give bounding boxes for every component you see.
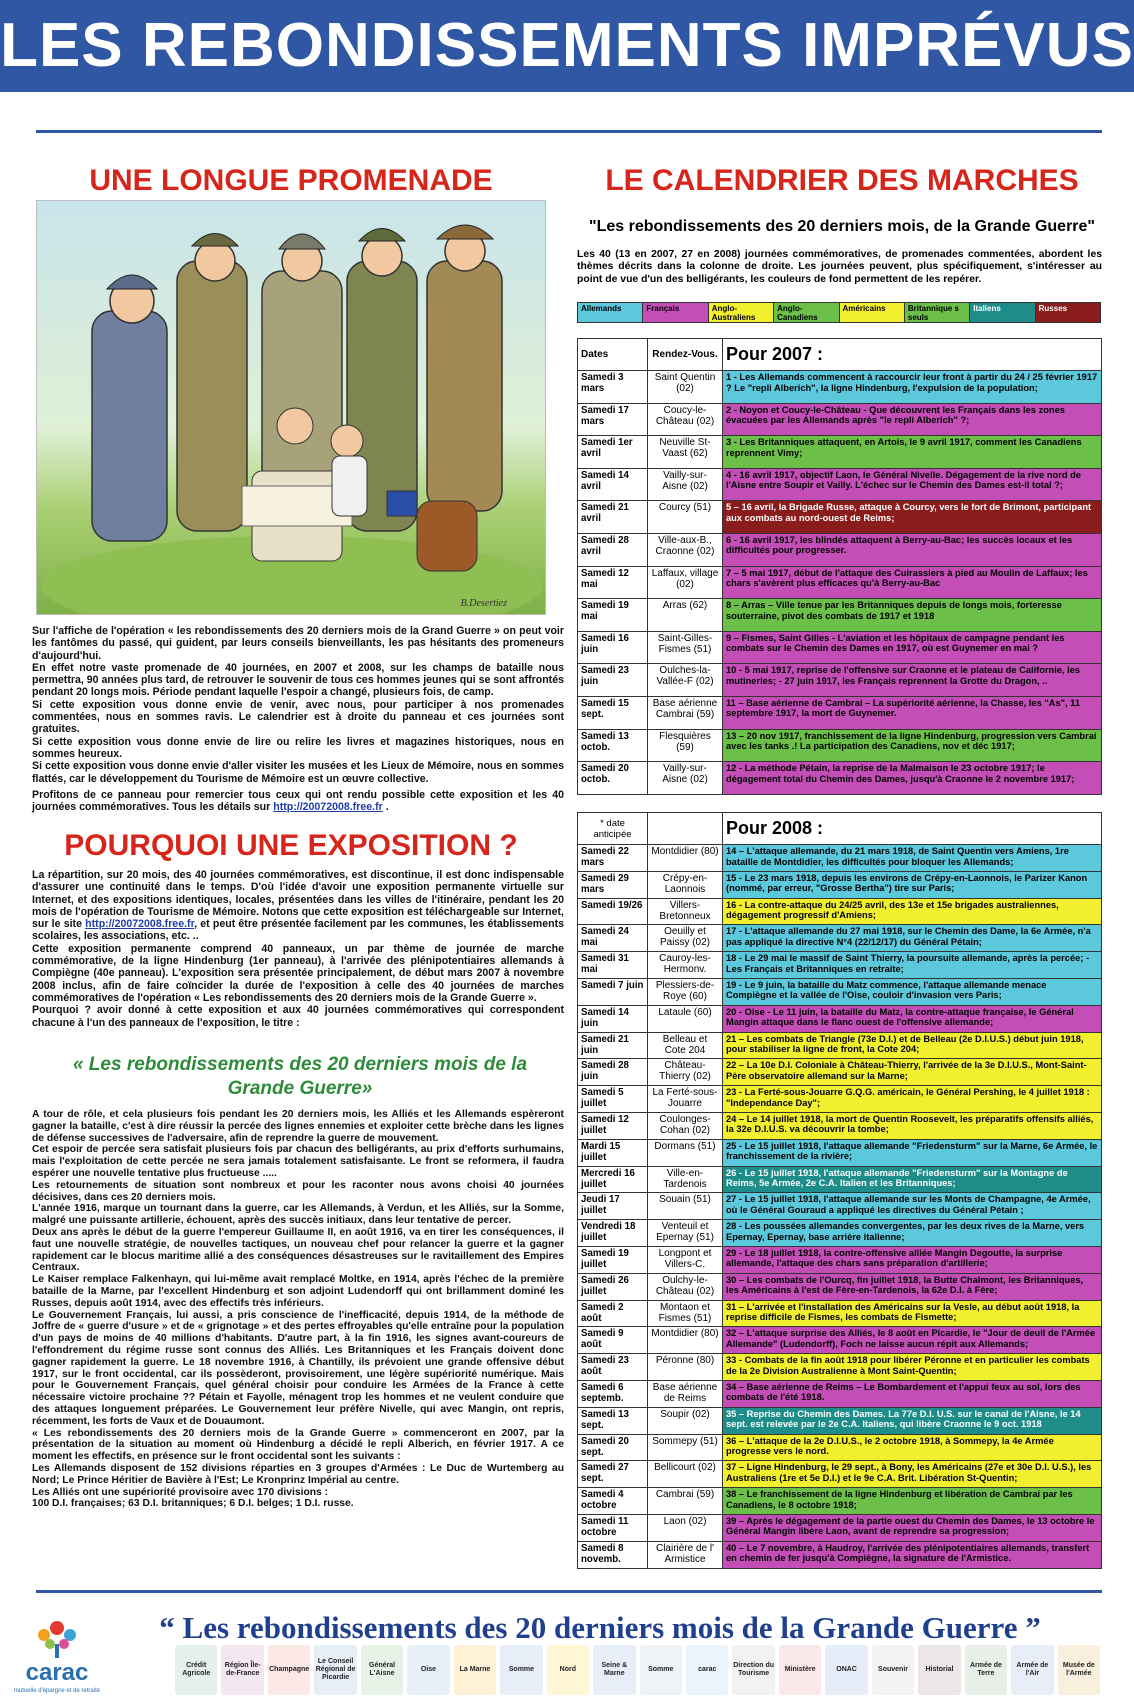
sponsor-logo: Crédit Agricole [175,1645,217,1695]
event-date: Samedi 1er avril [578,436,648,469]
legend-item: Allemands [578,303,643,322]
top-divider [36,130,1102,133]
event-description: 30 – Les combats de l'Ourcq, fin juillet 1918, la Butte Chalmont, les Britanniques, les Américains à l'est de Fère-en-Tardenois, la 62e D.I. à Fère; [723,1273,1102,1300]
calendar-2008-table [577,812,1102,1569]
promenade-text [32,625,564,813]
legend-item: Anglo-Australiens [709,303,774,322]
history-paragraph: Le Gouvernement Français, lui aussi, a pris conscience de l'inefficacité, depuis 1914, de la méthode de Joffre de « guerre d'usure » et de « grignotage » et des pertes effroyables qu'elle entraîne pour la population d'un pays de moins de 40 millions d'habitants. D'autre part, à la fin 1916, les signes avant-coureurs de l'effondrement du régime russe sont connus des Alliés. Les Britanniques et les Français doivent donc gagner rapidement la guerre. Le 18 novembre 1916, à Chantilly, ils prévoient une grande offensive début 1917, sur le front occidental, car ils possèderont, provisoirement, une légère supériorité numérique. Mais pour le Gouvernement Français, quel général choisir pour conduire les Armées de la France à cette nécessaire victoire prochaine ?? Pétain et Fayolle, ménagent trop les hommes et ne veulent conduire que des attaques longuement préparées. Le Gouvernement leur préfère Nivelle, qui avec Mangin, ont repris, récemment, les forts de Vaux et de Douaumont. [32,1309,564,1427]
event-description: 20 - Oise - Le 11 juin, la bataille du Matz, la contre-attaque française, le Général Mangin attaque dans le flanc ouest de l'offensive allemande; [723,1005,1102,1032]
history-paragraph: L'année 1916, marque un tournant dans la guerre, car les Allemands, à Verdun, et les Alliés, sur la Somme, malgré une puissante artillerie, échouent, après des succès initiaux, dans leur tentative de percer. [32,1203,564,1227]
calendar-row [578,566,1102,599]
calendar-row [578,1193,1102,1220]
event-description: 34 – Base aérienne de Reims – Le Bombardement et l'appui feux au sol, lors des combats de l'été 1918. [723,1380,1102,1407]
history-paragraph: 100 D.I. françaises; 63 D.I. britanniques; 6 D.I. belges; 1 D.I. russe. [32,1498,354,1510]
event-description: 21 – Les combats de Triangle (73e D.I.) et de Belleau (2e D.I.U.S.) début juin 1918, pour stabiliser la ligne de front, la Cote 204; [723,1032,1102,1059]
calendar-row [578,1354,1102,1381]
year-2007-heading: Pour 2007 : [723,339,1102,371]
event-place: Coucy-le-Château (02) [648,403,723,436]
event-description: 27 - Le 15 juillet 1918, l'attaque allemande sur les Monts de Champagne, 4e Armée, où le Général Gouraud a appliqué les directives du Général Pétain ; [723,1193,1102,1220]
event-description: 8 – Arras – Ville tenue par les Britanniques depuis de longs mois, forteresse souterraine, pivot des combats de 1917 et 1918 [723,599,1102,632]
rdv-header: Rendez-Vous. [648,339,723,371]
calendar-row [578,925,1102,952]
event-description: 19 - Le 9 juin, la bataille du Matz commence, l'attaque allemande menace Compiègne et la vallée de l'Oise, couloir d'invasion vers Paris; [723,978,1102,1005]
event-place: Coulonges-Cohan (02) [648,1112,723,1139]
legend-item: Britannique s seuls [905,303,970,322]
event-date: Samedi 3 mars [578,371,648,404]
exposition-quote: « Les rebondissements des 20 derniers mois de la Grande Guerre» [72,1054,528,1099]
event-description: 25 - Le 15 juillet 1918, l'attaque allemande "Friedensturm" sur la Marne, 6e Armée, le franchissement de la rivière; [723,1139,1102,1166]
calendar-row [578,664,1102,697]
soldiers-drawing [37,201,546,615]
event-place: Lataule (60) [648,1005,723,1032]
sponsor-logo: Souvenir [872,1645,914,1695]
year-2008-heading: Pour 2008 : [723,813,1102,845]
event-place: Neuville St-Vaast (62) [648,436,723,469]
event-date: Samedi 20 sept. [578,1434,648,1461]
promenade-paragraph: Si cette exposition vous donne envie de venir, avec nous, pour participer à nos promenades commentées, nous en sommes ravis. Le calendrier est à droite du panneau et ces journées sont gratuites. [32,698,564,736]
exposition-paragraph: Cette exposition permanente comprend 40 panneaux, un par thème de journée de marche commémorative, de la ligne Hindenburg (1er panneau), à l'arrivée des plénipotentiaires allemands à Compiègne (40e panneau). L'exposition sera présentée principalement, de début mars 2007 à novembre 2008 inclus, afin de faire coïncider la durée de l'exposition à celle des 40 journées de marches commémoratives de l'opération « Les rebondissements des 20 derniers mois de la Grande Guerre ». [32,942,564,1004]
legend-item: Italiens [970,303,1035,322]
sponsor-logo: Oise [407,1645,449,1695]
illustration-soldiers [36,200,546,615]
event-place: Oeuilly et Paissy (02) [648,925,723,952]
calendar-row [578,1086,1102,1113]
carac-tree-icon [12,1610,102,1700]
calendar-row [578,1380,1102,1407]
calendar-intro: Les 40 (13 en 2007, 27 en 2008) journées commémoratives, de promenades commentées, abordent les thèmes décrits dans la colonne de droite. Les journées peuvent, plus spécifiquement, s'intéresser au point de vue d'un des belligérants, les couleurs de fond permettent de les repérer. [577,249,1102,285]
event-place: Belleau et Cote 204 [648,1032,723,1059]
calendar-row [578,1273,1102,1300]
event-date: Samedi 5 juillet [578,1086,648,1113]
event-place: Montaon et Fismes (51) [648,1300,723,1327]
event-date: Samedi 14 juin [578,1005,648,1032]
event-date: Samedi 21 avril [578,501,648,534]
calendar-row [578,533,1102,566]
promenade-paragraph: Si cette exposition vous donne envie de lire ou relire les livres et magazines historiques, nous en sommes heureux. [32,735,564,760]
calendar-row [578,631,1102,664]
history-paragraph: Les retournements de situation sont nombreux et pour les raconter nous avons choisi 40 journées décisives, dans ces 20 derniers mois. [32,1179,564,1203]
history-paragraph: Le Kaiser remplace Falkenhayn, qui lui-même avait remplacé Moltke, en 1914, après l'échec de la première bataille de la Marne, par l'excellent Hindenburg et son adjoint Ludendorff qui ont brillamment dominé les Russes, depuis août 1914, avec des effectifs très inférieurs. [32,1274,564,1309]
event-place: Montdidier (80) [648,845,723,872]
dates-header: Dates [578,339,648,371]
event-place: Plessiers-de-Roye (60) [648,978,723,1005]
event-description: 28 - Les poussées allemandes convergentes, par les deux rives de la Marne, vers Epernay, Epernay, base arrière italienne; [723,1220,1102,1247]
thanks-text: Profitons de ce panneau pour remercier tous ceux qui ont rendu possible cette exposition et les 40 journées commémoratives. Tous les détails sur [32,788,564,814]
exposition-title: POURQUOI UNE EXPOSITION ? [64,829,518,862]
event-date: Samedi 11 octobre [578,1514,648,1541]
event-description: 3 - Les Britanniques attaquent, en Artois, le 9 avril 1917, comment les Canadiens reprennent Vimy; [723,436,1102,469]
event-date: Samedi 31 mai [578,952,648,979]
sponsor-logo: Armée de l'Air [1011,1645,1053,1695]
event-place: Venteuil et Epernay (51) [648,1220,723,1247]
event-place: Longpont et Villers-C. [648,1246,723,1273]
sponsor-logo: Musée de l'Armée [1058,1645,1100,1695]
history-paragraph: Cet espoir de percée sera satisfait plusieurs fois par chacun des belligérants, au prix d'efforts surhumains, mais l'exploitation de cette percée ne sera jamais totalement satisfaisante. Le front se reformera, il faudra espérer une nouvelle tentative plus fructueuse ..... [32,1144,564,1179]
promenade-thanks: Profitons de ce panneau pour remercier tous ceux qui ont rendu possible cette exposition et les 40 journées commémoratives. Tous les détails sur http://20072008.free.fr . [32,788,564,814]
event-date: Samedi 19 mai [578,599,648,632]
event-date: Samedi 19 juillet [578,1246,648,1273]
promenade-paragraph: Sur l'affiche de l'opération « les rebondissements des 20 derniers mois de la Grand Guerre » on peut voir les fantômes du passé, qui guident, par leurs conseils bienveillants, les pas hésitants des promeneurs d'aujourd'hui. [32,625,564,662]
carac-name: carac [25,1659,89,1686]
event-description: 32 – L'attaque surprise des Alliés, le 8 août en Picardie, le "Jour de deuil de l'Armée Allemande" (Ludendorff), Foch ne laisse aucun répit aux Allemands; [723,1327,1102,1354]
event-description: 15 - Le 23 mars 1918, depuis les environs de Crépy-en-Laonnois, le Parizer Kanon (nommé, par erreur, "Grosse Bertha") tire sur Paris; [723,871,1102,898]
event-place: Vailly-sur-Aisne (02) [648,762,723,795]
sponsor-logo: Champagne [268,1645,310,1695]
calendar-row [578,1032,1102,1059]
event-place: Base aérienne de Reims [648,1380,723,1407]
calendar-row [578,501,1102,534]
event-description: 6 - 16 avril 1917, les blindés attaquent à Berry-au-Bac; les succès locaux et les difficultés pour progresser. [723,533,1102,566]
calendar-subtitle: "Les rebondissements des 20 derniers mois, de la Grande Guerre" [588,218,1096,235]
exposition-text-a: La répartition, sur 20 mois, des 40 journées commémoratives, est discontinue, il est donc indispensable d'assurer une continuité dans le temps. D'où l'idée d'avoir une exposition permanente virtuelle sur Internet, et des expositions identiques, locales, présentées dans les villes de l'itinéraire, pendant les 20 mois de l'opération de Tourisme de Mémoire. Notons que cette exposition est téléchargeable sur Internet, sur le site [32,869,564,931]
event-place: Flesquières (59) [648,729,723,762]
event-date: Samedi 24 mai [578,925,648,952]
event-place: Villers-Bretonneux [648,898,723,925]
calendar-row [578,1139,1102,1166]
calendar-2007-table [577,338,1102,795]
sponsor-logo: Direction du Tourisme [732,1645,774,1695]
illustration-signature: B.Desertiez [460,598,507,609]
event-place: Dormans (51) [648,1139,723,1166]
event-place: Ville-aux-B., Craonne (02) [648,533,723,566]
event-description: 1 - Les Allemands commencent à raccourcir leur front à partir du 24 / 25 février 1917 ? Le "repli Alberich", la ligne Hindenburg, l'expulsion de la population; [723,371,1102,404]
event-date: Samedi 22 mars [578,845,648,872]
event-description: 22 – La 10e D.I. Coloniale à Château-Thierry, l'arrivée de la 3e D.I.U.S., Mont-Saint-Père observatoire allemand sur la Marne; [723,1059,1102,1086]
event-date: Samedi 28 juin [578,1059,648,1086]
carac-tagline: mutuelle d'épargne et de retraite [13,1688,101,1694]
legend-item: Anglo-Canadiens [774,303,839,322]
event-place: Oulches-la-Vallée-F (02) [648,664,723,697]
history-paragraph: Les Alliés ont une supériorité provisoire avec 170 divisions : [32,1486,329,1498]
sponsor-logo: Région Île-de-France [221,1645,263,1695]
event-date: Samedi 12 juillet [578,1112,648,1139]
history-paragraph: « Les rebondissements des 20 derniers mois de la Grande Guerre » commenceront en 2007, par la présentation de la situation au moment où Hindenburg a décidé le repli Alberich, en février 1917. A ce moment les effectifs, en présence sur le front occidental sont les suivants : [32,1427,564,1463]
event-place: Vailly-sur-Aisne (02) [648,468,723,501]
event-place: Montdidier (80) [648,1327,723,1354]
event-description: 26 - Le 15 juillet 1918, l'attaque allemande "Friedensturm" sur la Montagne de Reims, 5e Armée, 2e C.A. Italien et les Britanniques; [723,1166,1102,1193]
event-description: 38 – Le franchissement de la ligne Hindenburg et libération de Cambrai par les Canadiens, le 8 octobre 1918; [723,1488,1102,1515]
event-place: Souain (51) [648,1193,723,1220]
event-description: 13 – 20 nov 1917, franchissement de la ligne Hindenburg, progression vers Cambrai avec les tanks .! La participation des Canadiens, nov et déc 1917; [723,729,1102,762]
event-description: 29 - Le 18 juillet 1918, la contre-offensive alliée Mangin Degoutte, la surprise allemande, l'attaque des chars sans préparation d'artillerie; [723,1246,1102,1273]
event-date: Samedi 4 octobre [578,1488,648,1515]
calendar-title: LE CALENDRIER DES MARCHES [605,164,1079,197]
sponsor-logo: Nord [547,1645,589,1695]
event-place: La Ferté-sous-Jouarre [648,1086,723,1113]
event-description: 14 – L'attaque allemande, du 21 mars 1918, de Saint Quentin vers Amiens, 1re bataille de Montdidier, les difficultés pour bloquer les Allemands; [723,845,1102,872]
calendar-row [578,845,1102,872]
calendar-row [578,468,1102,501]
sponsor-logo: Seine & Marne [593,1645,635,1695]
event-description: 18 - Le 29 mai le massif de Saint Thierry, la poursuite allemande, après la percée; - Les Français et Britanniques en retraite; [723,952,1102,979]
event-place: Arras (62) [648,599,723,632]
promenade-title: UNE LONGUE PROMENADE [89,164,493,197]
event-date: Mercredi 16 juillet [578,1166,648,1193]
calendar-row [578,1005,1102,1032]
event-date: Samedi 8 novemb. [578,1541,648,1568]
sponsor-logo: Somme [640,1645,682,1695]
event-date: Vendredi 18 juillet [578,1220,648,1247]
event-date: Samedi 20 octob. [578,762,648,795]
calendar-row [578,1166,1102,1193]
history-paragraph: Deux ans après le début de la guerre l'empereur Guillaume II, en août 1916, va en tirer les conséquences, il faut une nouvelle stratégie, de nouvelles tactiques, un nouveau chef pour relancer la guerre et la gagner rapidement car le blocus maritime allié a des conséquences désastreuses sur le ravitaillement des Empires Centraux. [32,1226,564,1274]
sponsor-logo: Armée de Terre [965,1645,1007,1695]
calendar-row [578,898,1102,925]
event-description: 9 – Fismes, Saint Gilles - L'aviation et les hôpitaux de campagne pendant les combats sur le Chemin des Dames en 1917, où est Guynemer en mai ? [723,631,1102,664]
sponsor-logo: Historial [918,1645,960,1695]
promenade-paragraph: En effet notre vaste promenade de 40 journées, en 2007 et 2008, sur les champs de bataille nous permettra, 90 années plus tard, de retrouver le souvenir de tous ces hommes jeunes qui se sont affrontés pendant 20 longs mois. Période pendant laquelle l'espoir a changé, plusieurs fois, de camp. [32,661,564,699]
event-place: Laon (02) [648,1514,723,1541]
calendar-row [578,1327,1102,1354]
sponsor-logos [175,1642,1100,1698]
event-date: Samedi 13 sept. [578,1407,648,1434]
event-description: 33 - Combats de la fin août 1918 pour libérer Péronne et en particulier les combats de la 2e Division Australienne à Mont Saint-Quentin; [723,1354,1102,1381]
event-description: 24 – Le 14 juillet 1918, la mort de Quentin Roosevelt, les préparatifs offensifs alliés, la 32e D.I.U.S. va découvrir la tombe; [723,1112,1102,1139]
event-date: Samedi 17 mars [578,403,648,436]
event-date: Samedi 23 août [578,1354,648,1381]
event-date: Samedi 26 juillet [578,1273,648,1300]
event-place: Sommepy (51) [648,1434,723,1461]
carac-logo [12,1610,102,1700]
sponsor-logo: Le Conseil Régional de Picardie [314,1645,356,1695]
event-place: Clairière de l' Armistice [648,1541,723,1568]
calendar-row [578,952,1102,979]
event-date: Samedi 23 juin [578,664,648,697]
event-date: Samedi 19/26 [578,898,648,925]
event-place: Saint-Gilles-Fismes (51) [648,631,723,664]
sponsor-logo: Somme [500,1645,542,1695]
exposition-paragraph [32,869,564,943]
event-description: 37 – Ligne Hindenburg, le 29 sept., à Bony, les Américains (27e et 30e D.I. U.S.), les Australiens (1re et 5e D.I.) et le 9e C.A. Brit. Libération St-Quentin; [723,1461,1102,1488]
event-date: Jeudi 17 juillet [578,1193,648,1220]
event-date: Samedi 16 juin [578,631,648,664]
event-description: 31 – L'arrivée et l'installation des Américains sur la Vesle, au début août 1918, la reprise difficile de Fismes, les combats de Fismette; [723,1300,1102,1327]
calendar-row [578,1514,1102,1541]
event-place: Château-Thierry (02) [648,1059,723,1086]
history-paragraph: A tour de rôle, et cela plusieurs fois pendant les 20 derniers mois, les Alliés et les Allemands espèreront gagner la bataille, c'est à dire réussir la percée des lignes ennemies et exploiter cette brèche dans les lignes de défense successives de l'adversaire, afin de reprendre la guerre de mouvement. [32,1109,564,1144]
history-paragraph: Les Allemands disposent de 152 divisions réparties en 3 groupes d'Armées : Le Duc de Wurtemberg au Nord; Le Prince Héritier de Bavière à l'Est; Le Kronprinz Impérial au centre. [32,1462,564,1486]
event-description: 10 - 5 mai 1917, reprise de l'offensive sur Craonne et le plateau de Californie, les mutineries; - 27 juin 1917, les Français reprennent la Grotte du Dragon, .. [723,664,1102,697]
exposition-paragraph: Pourquoi ? avoir donné à cette exposition et aux 40 journées commémoratives qui correspondent chacune à l'un des panneaux de l'exposition, le titre : [32,1004,564,1029]
calendar-row [578,436,1102,469]
event-date: Samedi 13 octob. [578,729,648,762]
event-description: 16 - La contre-attaque du 24/25 avril, des 13e et 15e brigades australiennes, dégagement progressif d'Amiens; [723,898,1102,925]
event-date: Samedi 2 août [578,1300,648,1327]
calendar-row [578,1300,1102,1327]
event-date: Mardi 15 juillet [578,1139,648,1166]
calendar-row [578,762,1102,795]
footer-quote: “ Les rebondissements des 20 derniers mois de la Grande Guerre ” [159,1610,1041,1645]
rdv-header-2008 [648,813,723,845]
event-date: Samedi 27 sept. [578,1461,648,1488]
event-place: Laffaux, village (02) [648,566,723,599]
poster-title: LES REBONDISSEMENTS IMPRÉVUS [0,11,1134,80]
sponsor-logo: carac [686,1645,728,1695]
event-date: Samedi 9 août [578,1327,648,1354]
calendar-row [578,978,1102,1005]
calendar-row [578,1541,1102,1568]
event-place: Bellicourt (02) [648,1461,723,1488]
event-date: Samedi 15 sept. [578,696,648,729]
calendar-row [578,696,1102,729]
calendar-row [578,871,1102,898]
calendar-row [578,1407,1102,1434]
calendar-row [578,403,1102,436]
event-date: Samedi 28 avril [578,533,648,566]
event-date: Samedi 21 juin [578,1032,648,1059]
event-description: 23 - La Ferté-sous-Jouarre G.Q.G. américain, le Général Pershing, le 4 juillet 1918 : "Independance Day"; [723,1086,1102,1113]
event-date: Samedi 7 juin [578,978,648,1005]
website-link[interactable]: http://20072008.free.fr [273,801,383,814]
calendar-row [578,1220,1102,1247]
header-banner [0,0,1134,92]
event-date: Samedi 29 mars [578,871,648,898]
event-description: 39 – Après le dégagement de la partie ouest du Chemin des Dames, le 13 octobre le Général Mangin libère Laon, avant de reprendre sa progression; [723,1514,1102,1541]
event-description: 17 - L'attaque allemande du 27 mai 1918, sur le Chemin des Dame, la 6e Armée, n'a pas appliqué la directive N°4 (22/12/17) du Général Pétain; [723,925,1102,952]
calendar-row [578,1246,1102,1273]
event-place: Soupir (02) [648,1407,723,1434]
calendar-row [578,1434,1102,1461]
event-date: Samedi 14 avril [578,468,648,501]
event-date: Samedi 6 septemb. [578,1380,648,1407]
legend-item: Russes [1036,303,1100,322]
calendar-row [578,599,1102,632]
calendar-row [578,1112,1102,1139]
event-description: 4 - 16 avril 1917, objectif Laon, le Général Nivelle. Dégagement de la rive nord de l'Aisne entre Soupir et Vailly. L'échec sur le Chemin des Dames est-il total ?; [723,468,1102,501]
sponsor-logo: Ministère [779,1645,821,1695]
calendar-row [578,1461,1102,1488]
sponsor-logo: ONAC [825,1645,867,1695]
event-description: 35 – Reprise du Chemin des Dames. La 77e D.I. U.S. sur le canal de l'Aisne, le 14 sept. est relevée par le 2e C.A. Italiens, qui libère Craonne le 9 oct. 1918 [723,1407,1102,1434]
event-place: Courcy (51) [648,501,723,534]
event-description: 11 – Base aérienne de Cambrai – La supériorité aérienne, la Chasse, les "As", 11 septembre 1917, la mort de Guynemer. [723,696,1102,729]
anticipated-note: * date anticipée [578,813,648,845]
event-place: Cauroy-les-Hermonv. [648,952,723,979]
event-place: Base aérienne Cambrai (59) [648,696,723,729]
calendar-row [578,1488,1102,1515]
calendar-row [578,1059,1102,1086]
event-description: 12 - La méthode Pétain, la reprise de la Malmaison le 23 octobre 1917; le dégagement total du Chemin des Dames, jusqu'à Craonne le 2 novembre 1917; [723,762,1102,795]
legend-item: Américains [840,303,905,322]
exposition-text [32,869,564,1029]
sponsor-logo: La Marne [454,1645,496,1695]
bottom-divider [36,1590,1102,1593]
exposition-link[interactable]: http://20072008.free.fr [85,918,195,931]
exposition-text-b: , et peut être présentée facilement par les communes, les établissements scolaires, les associations, etc. .. [32,918,564,943]
event-place: Crépy-en-Laonnois [648,871,723,898]
color-legend [577,302,1101,323]
event-description: 40 – Le 7 novembre, à Haudroy, l'arrivée des plénipotentiaires allemands, transfert en chemin de fer jusqu'à Compiègne, la signature de l'Armistice. [723,1541,1102,1568]
sponsor-logo: Général L'Aisne [361,1645,403,1695]
history-text [32,1109,564,1510]
event-description: 5 – 16 avril, la Brigade Russe, attaque à Courcy, vers le fort de Brimont, participant aux combats au nord-ouest de Reims; [723,501,1102,534]
event-date: Samedi 12 mai [578,566,648,599]
event-description: 7 – 5 mai 1917, début de l'attaque des Cuirassiers à pied au Moulin de Laffaux; les chars s'avèrent plus efficaces qu'à Berry-au-Bac [723,566,1102,599]
event-place: Ville-en-Tardenois [648,1166,723,1193]
event-description: 36 – L'attaque de la 2e D.I.U.S., le 2 octobre 1918, à Sommepy, la 4e Armée progresse vers le nord. [723,1434,1102,1461]
promenade-paragraph: Si cette exposition vous donne envie d'aller visiter les musées et les Lieux de Mémoire, nous en sommes flattés, car le développement du Tourisme de Mémoire est un œuvre collective. [32,760,564,785]
calendar-row [578,729,1102,762]
event-place: Péronne (80) [648,1354,723,1381]
legend-item: Français [643,303,708,322]
event-place: Saint Quentin (02) [648,371,723,404]
event-place: Cambrai (59) [648,1488,723,1515]
event-description: 2 - Noyon et Coucy-le-Château - Que découvrent les Français dans les zones évacuées par les Allemands après "le repli Alberich" ?; [723,403,1102,436]
calendar-row [578,371,1102,404]
event-place: Oulchy-le-Château (02) [648,1273,723,1300]
